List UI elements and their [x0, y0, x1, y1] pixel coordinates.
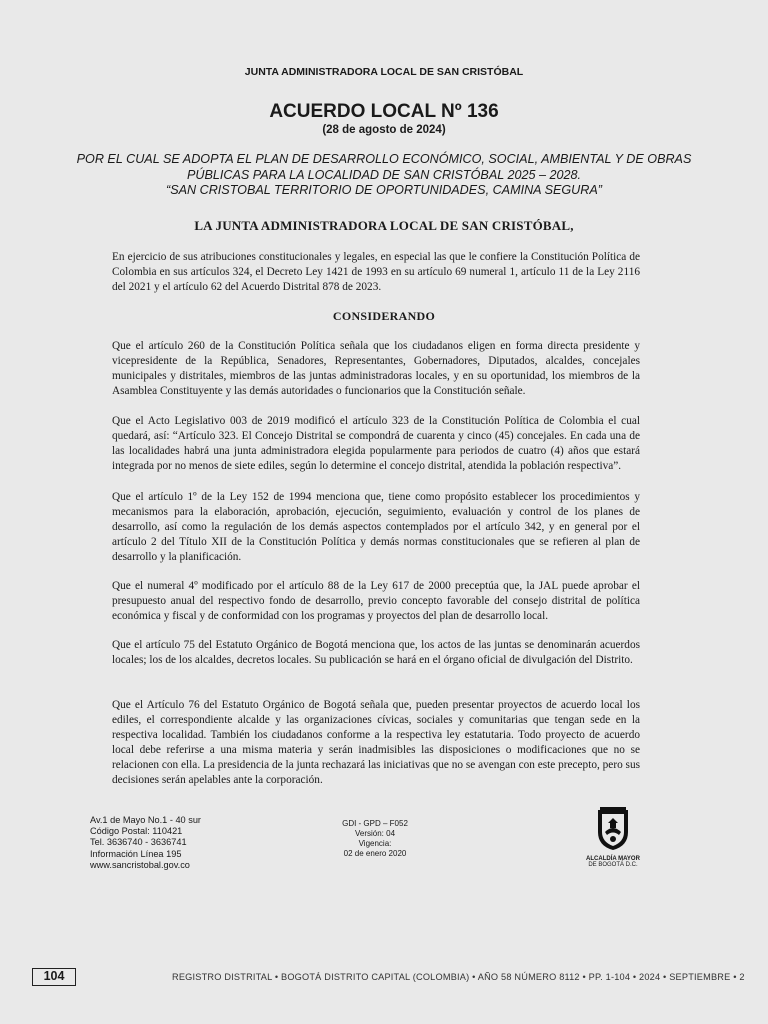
footer-document-code: [315, 819, 435, 859]
body-paragraph: Que el artículo 1º de la Ley 152 de 1994 menciona que, tiene como propósito establecer los procedimientos y mecanismos para la elaboración, aprobación, ejecución, seguimiento, evaluación y control de los planes de desarrollo, así como la regulación de los demás aspectos contemplados por el artículo 342, y en general por el artículo 2 del Título XII de la Constitución Política y demás normas constitucionales que se refieren al plan de desarrollo y la planificación.: [112, 491, 640, 563]
body-paragraph: Que el Acto Legislativo 003 de 2019 modificó el artículo 323 de la Constitución Política de Colombia el cual quedará, así: “Artículo 323. El Concejo Distrital se compondrá de cuarenta y cinco (45) concejales. En cada una de las localidades habrá una junta administradora elegida popularmente para periodos de cuatro (4) años que estará integrada por no menos de siete ediles, según lo determine el concejo distrital, atendida la población respectiva”.: [112, 415, 640, 472]
body-paragraph: Que el Artículo 76 del Estatuto Orgánico de Bogotá señala que, pueden presentar proyectos de acuerdo local los ediles, el correspondiente alcalde y las organizaciones cívicas, sociales y comunitarias que tengan sede en la respectiva localidad. También los ciudadanos conforme a la respectiva ley estatutaria. Todo proyecto de acuerdo local debe referirse a una misma materia y serán inadmisibles las disposiciones o modificaciones que no se relacionen con ella. La presidencia de la junta rechazará las iniciativas que no se avengan con este precepto, pero sus decisiones serán apelables ante la corporación.: [112, 699, 640, 786]
gdi-vigencia-date: 02 de enero 2020: [343, 849, 407, 858]
considerando-heading: CONSIDERANDO: [332, 309, 436, 323]
bogota-coat-of-arms-icon: [594, 806, 632, 852]
postal-code: Código Postal: 110421: [90, 826, 183, 837]
intro-paragraph: En ejercicio de sus atribuciones constitucionales y legales, en especial las que le confiere la Constitución Política de Colombia en sus artículos 324, el Decreto Ley 1421 de 1993 en su artículo 69 numeral 1, artículo 11 de la Ley 2116 del 2021 y el artículo 62 del Acuerdo Distrital 878 de 2023.: [112, 251, 640, 293]
subject-line-3: “SAN CRISTOBAL TERRITORIO DE OPORTUNIDADES, CAMINA SEGURA”: [166, 183, 602, 197]
website-link[interactable]: www.sancristobal.gov.co: [90, 859, 190, 870]
header-organization: JUNTA ADMINISTRADORA LOCAL DE SAN CRISTÓBAL: [244, 66, 524, 78]
subject-line-2: PÚBLICAS PARA LA LOCALIDAD DE SAN CRISTÓBAL 2025 – 2028.: [186, 167, 582, 182]
gdi-code: GDI - GPD – F052: [342, 819, 408, 828]
body-paragraph: Que el artículo 260 de la Constitución Política señala que los ciudadanos eligen en forma directa presidente y vicepresidente de la República, Senadores, Representantes, Gobernadores, Diputados, alcaldes, concejales municipales y distritales, miembros de las juntas administradoras locales, y en su oportunidad, los miembros de la Asamblea Constituyente y las demás autoridades o funcionarios que la Constitución señale.: [112, 340, 640, 397]
alcaldia-logo: [578, 806, 648, 868]
logo-text-line-1: ALCALDÍA MAYOR: [586, 856, 640, 862]
subject-line-1: POR EL CUAL SE ADOPTA EL PLAN DE DESARROLLO ECONÓMICO, SOCIAL, AMBIENTAL Y DE OBRAS: [76, 152, 692, 166]
body-paragraph: Que el artículo 75 del Estatuto Orgánico de Bogotá menciona que, los actos de las juntas se denominarán acuerdos locales; los de los alcaldes, decretos locales. Su publicación se hará en el órgano oficial de divulgación del Distrito.: [112, 639, 640, 666]
info-line: Información Línea 195: [90, 848, 182, 859]
page-number: 104: [32, 968, 76, 986]
gdi-vigencia-label: Vigencia:: [358, 839, 392, 848]
logo-text-line-2: DE BOGOTÁ D.C.: [588, 862, 638, 868]
gdi-version: Versión: 04: [354, 829, 396, 838]
phone-line: Tel. 3636740 - 3636741: [90, 837, 187, 848]
document-date: (28 de agosto de 2024): [322, 124, 446, 136]
address-line: Av.1 de Mayo No.1 - 40 sur: [90, 815, 201, 825]
footer-address: [90, 815, 201, 871]
registro-footer: REGISTRO DISTRITAL • BOGOTÁ DISTRITO CAPITAL (COLOMBIA) • AÑO 58 NÚMERO 8112 • PP. 1-104 • 2024 • SEPTIEMBRE • 2: [172, 972, 745, 982]
junta-heading: LA JUNTA ADMINISTRADORA LOCAL DE SAN CRISTÓBAL,: [194, 218, 574, 233]
document-title: ACUERDO LOCAL Nº 136: [269, 101, 499, 122]
document-subject: [60, 152, 708, 199]
body-paragraph: Que el numeral 4º modificado por el artículo 88 de la Ley 617 de 2000 preceptúa que, la JAL puede aprobar el presupuesto anual del respectivo fondo de desarrollo, previo concepto favorable del consejo distrital de política económica y fiscal y de conformidad con los programas y proyectos del plan de desarrollo local.: [112, 580, 640, 622]
